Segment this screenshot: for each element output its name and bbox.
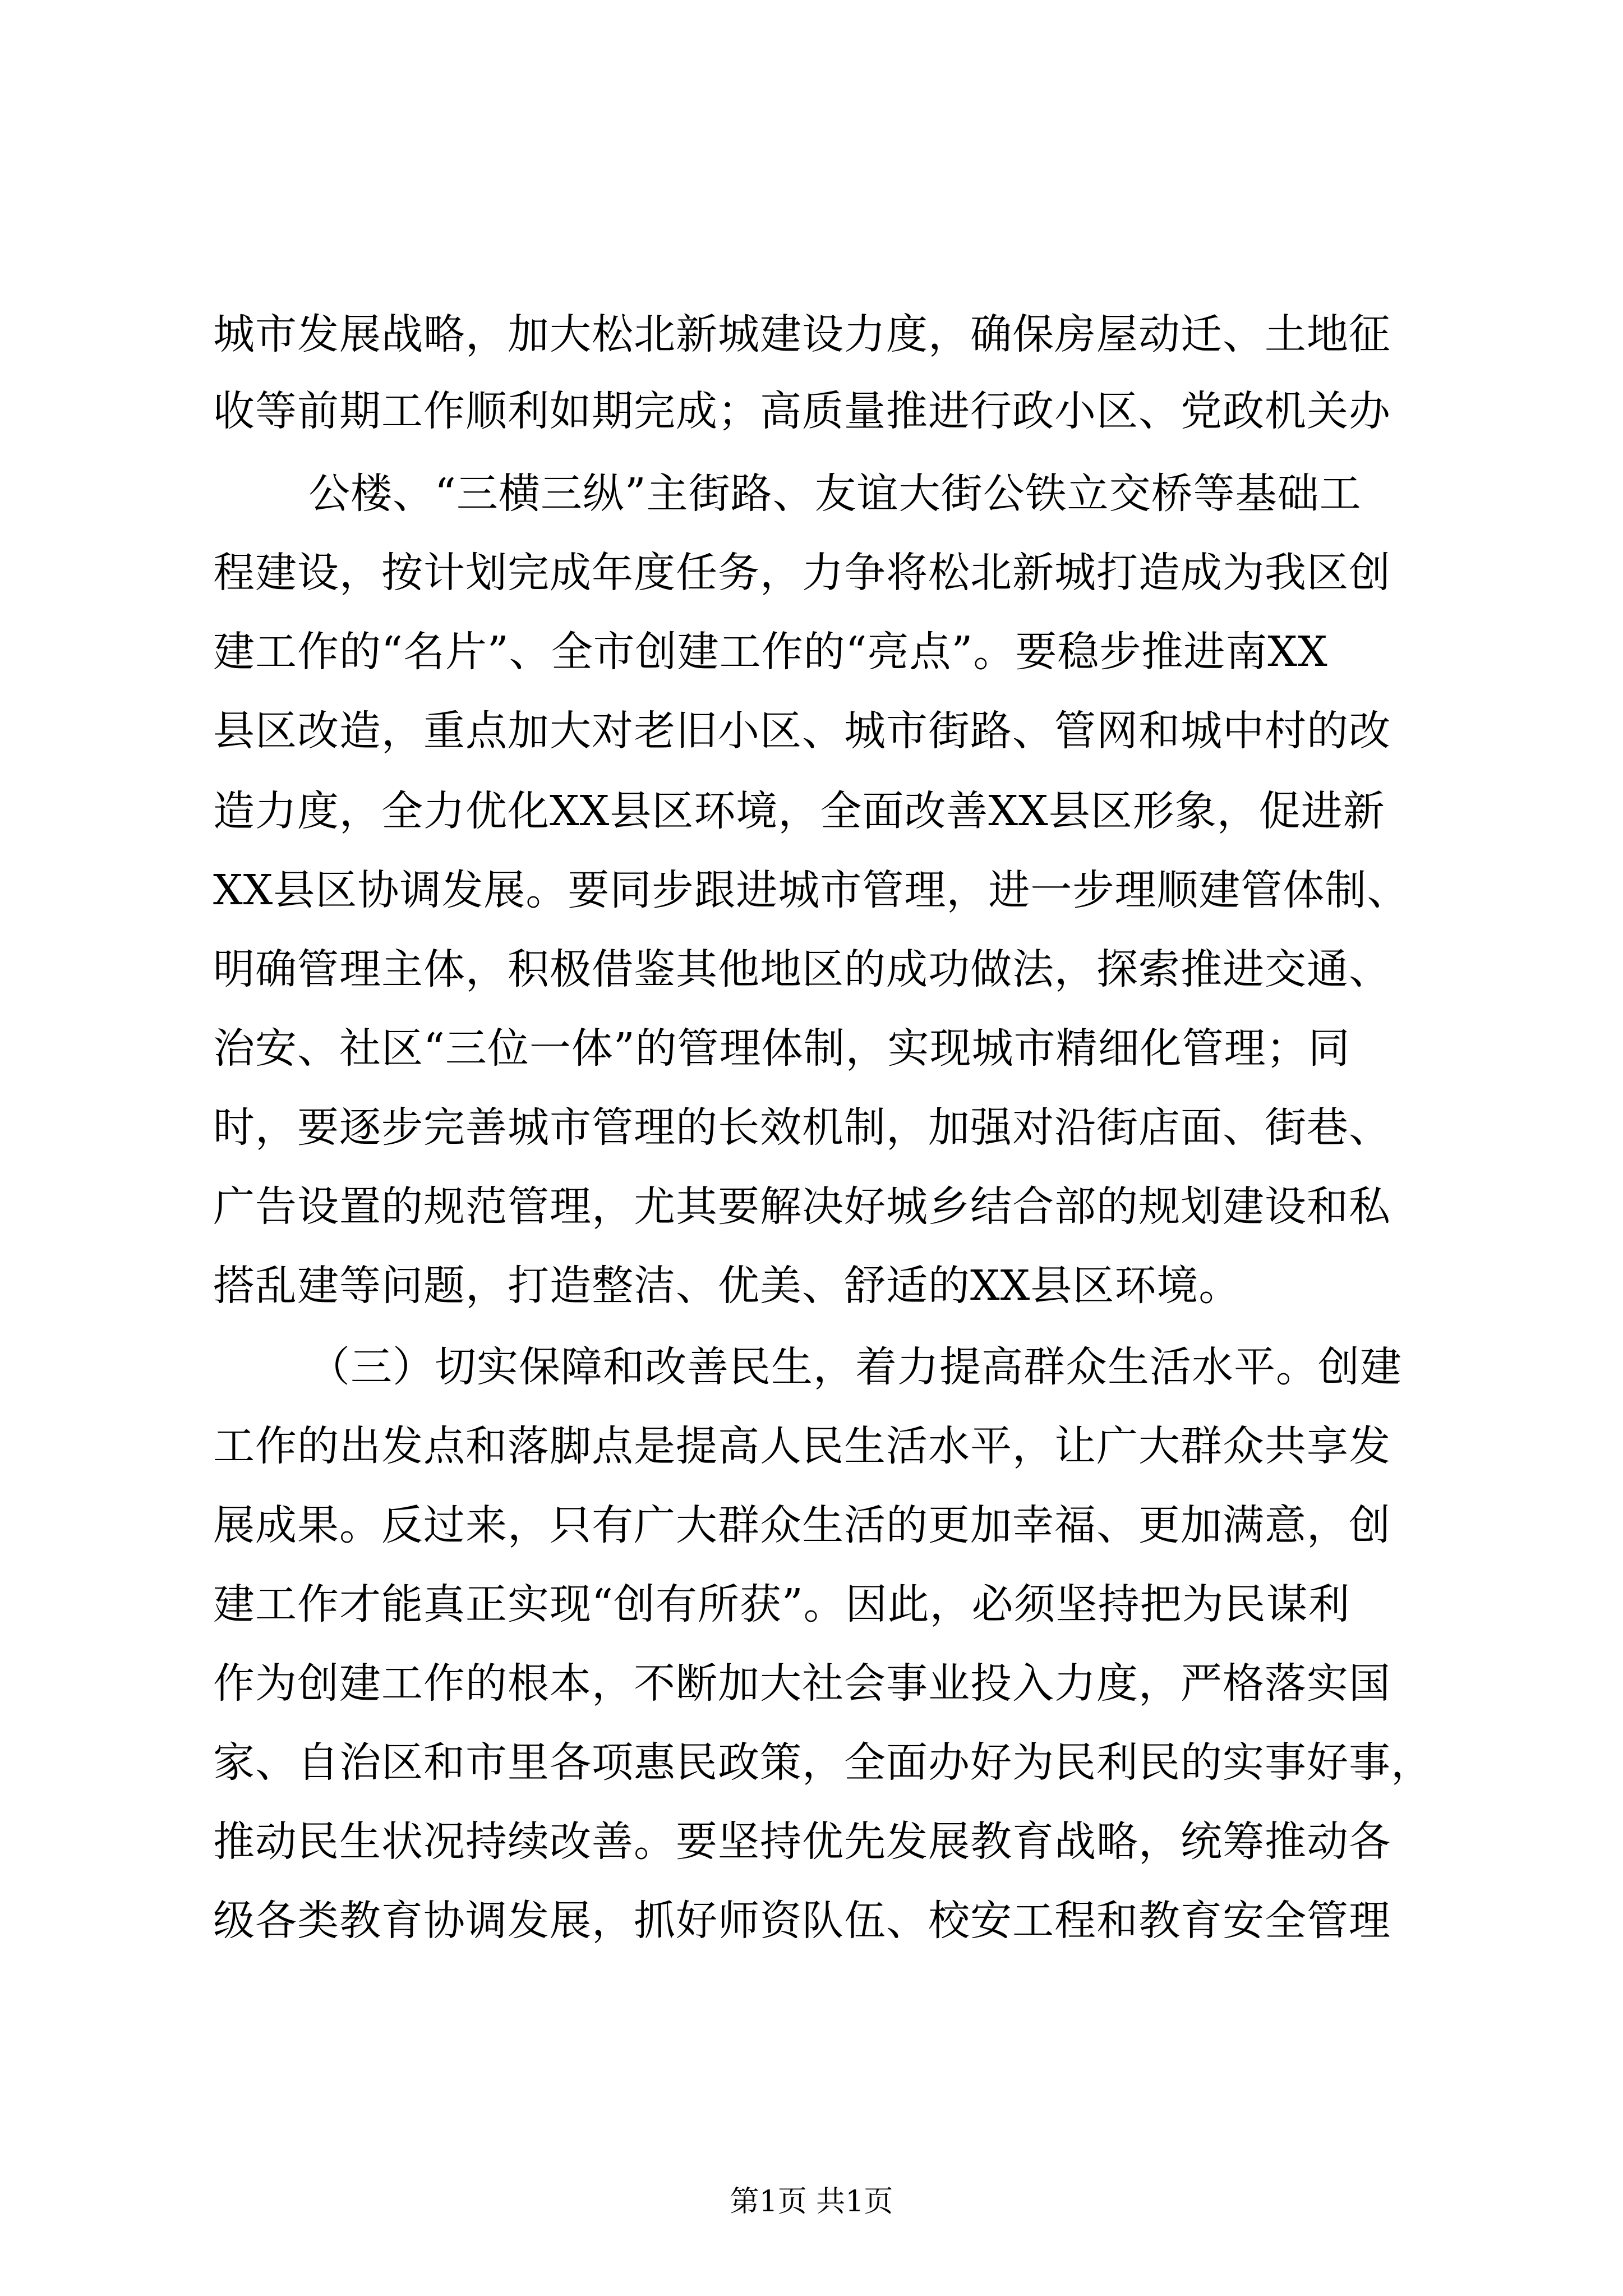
section-heading-line: （三）切实保障和改善民生，着力提高群众生活水平。创建 <box>308 1343 1402 1391</box>
text-line: XX县区协调发展。要同步跟进城市管理，进一步理顺建管体制、 <box>213 866 1409 914</box>
text-line: 搭乱建等问题，打造整洁、优美、舒适的XX县区环境。 <box>213 1262 1241 1310</box>
text-line: 展成果。反过来，只有广大群众生活的更加幸福、更加满意，创 <box>213 1501 1391 1549</box>
text-line: 广告设置的规范管理，尤其要解决好城乡结合部的规划建设和私 <box>213 1182 1391 1231</box>
text-line: 建工作才能真正实现“创有所获”。因此，必须坚持把为民谋利 <box>213 1580 1350 1628</box>
text-line: 建工作的“名片”、全市创建工作的“亮点”。要稳步推进南XX <box>213 628 1328 676</box>
text-line: 级各类教育协调发展，抓好师资队伍、校安工程和教育安全管理 <box>213 1897 1391 1945</box>
text-line: 公楼、“三横三纵”主街路、友谊大街公铁立交桥等基础工 <box>308 470 1362 518</box>
text-line: 明确管理主体，积极借鉴其他地区的成功做法，探索推进交通、 <box>213 945 1391 993</box>
text-line: 作为创建工作的根本，不断加大社会事业投入力度，严格落实国 <box>213 1659 1391 1708</box>
text-line: 治安、社区“三位一体”的管理体制，实现城市精细化管理；同 <box>213 1024 1350 1073</box>
text-line: 时，要逐步完善城市管理的长效机制，加强对沿街店面、街巷、 <box>213 1103 1391 1152</box>
text-line: 收等前期工作顺利如期完成；高质量推进行政小区、党政机关办 <box>213 387 1391 435</box>
text-line: 城市发展战略，加大松北新城建设力度，确保房屋动迁、土地征 <box>213 310 1391 358</box>
text-line: 推动民生状况持续改善。要坚持优先发展教育战略，统筹推动各 <box>213 1818 1391 1866</box>
text-line: 程建设，按计划完成年度任务，力争将松北新城打造成为我区创 <box>213 549 1391 597</box>
text-line: 造力度，全力优化XX县区环境，全面改善XX县区形象，促进新 <box>213 787 1385 835</box>
text-line: 家、自治区和市里各项惠民政策，全面办好为民利民的实事好事， <box>213 1738 1433 1787</box>
text-line: 县区改造，重点加大对老旧小区、城市街路、管网和城中村的改 <box>213 707 1391 755</box>
text-line: 工作的出发点和落脚点是提高人民生活水平，让广大群众共享发 <box>213 1422 1391 1470</box>
page-footer: 第1页 共1页 <box>730 2185 893 2219</box>
